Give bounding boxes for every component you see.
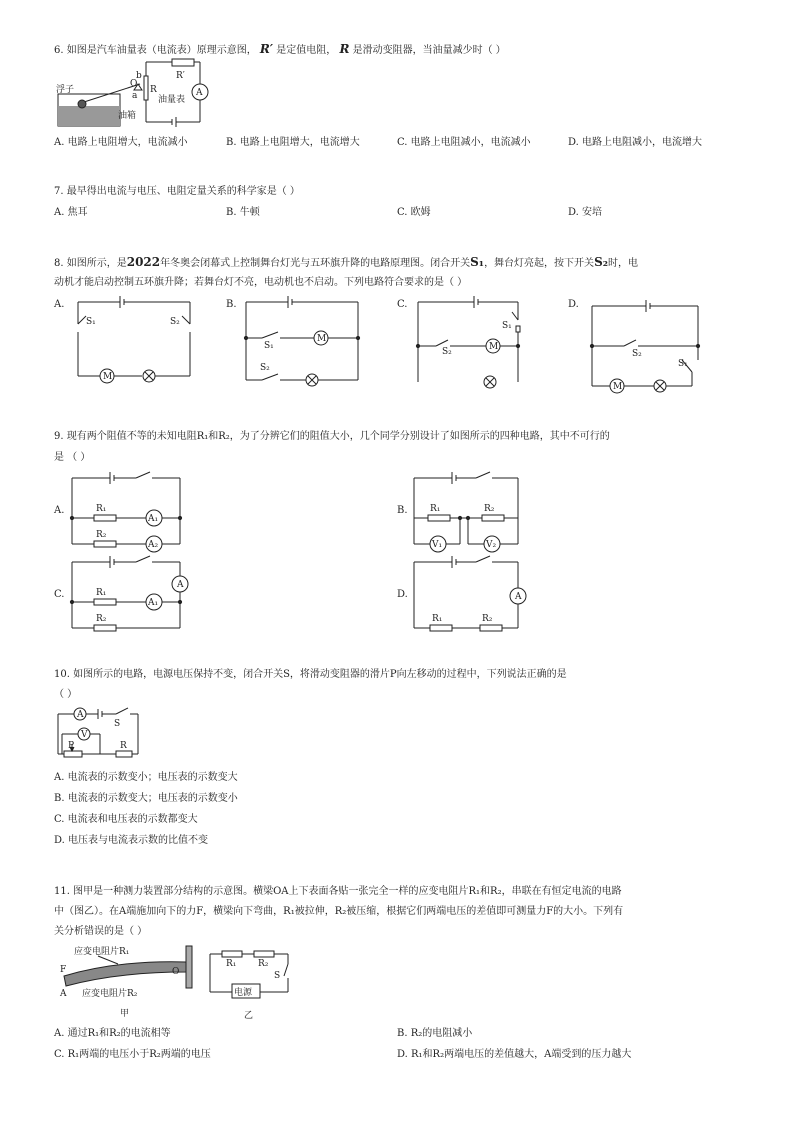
q9-circuit-b [412, 470, 522, 556]
q8-label-d: D. [568, 299, 579, 310]
svg-text:R₁: R₁ [226, 959, 237, 969]
q9-a-r2 [94, 541, 116, 547]
svg-text:R₁: R₁ [432, 614, 443, 624]
q10-option-d: D. 电压表与电流表示数的比值不变 [54, 835, 209, 846]
q9-a-r1 [94, 515, 116, 521]
q8-circuit-d [588, 294, 708, 394]
q6-stem [54, 43, 506, 57]
q11-stem-line1: 11. 图甲是一种测力装置部分结构的示意图。横梁OA上下表面各贴一张完全一样的应变电阻片R₁和R₂，串联在有恒定电流的电路 [54, 886, 622, 897]
svg-text:电源: 电源 [234, 988, 253, 998]
q6-figure [54, 58, 224, 130]
q10-circuit [56, 706, 148, 762]
q11-yi-r1 [222, 951, 242, 957]
svg-text:S₂: S₂ [632, 349, 642, 359]
q11-yi-label: 乙 [244, 1011, 254, 1021]
q8-c-switch-s1 [512, 312, 518, 320]
q8-year: 2022 [126, 255, 161, 269]
q11-stem-line2: 中（图乙）。在A端施加向下的力F，横梁向下弯曲，R₁被拉伸，R₂被压缩，根据它们两端电压的差值即可测量力F的大小。下列有 [54, 906, 624, 917]
svg-text:R₂: R₂ [96, 530, 107, 540]
q6-fig-ammeter-label: A [196, 88, 203, 98]
q8-c-switch-s2 [436, 340, 448, 346]
q9-c-r1 [94, 599, 116, 605]
q10-option-c: C. 电流表和电压表的示数都变大 [54, 814, 198, 825]
q9-b-switch [476, 472, 490, 478]
q8-circuit-c [414, 294, 534, 389]
q11-jia-wall [186, 946, 192, 988]
q11-figure-jia [58, 942, 198, 1018]
svg-text:R₁: R₁ [96, 504, 107, 514]
svg-text:M: M [613, 382, 623, 392]
q8-label-b: B. [226, 299, 237, 310]
svg-text:S₂: S₂ [260, 363, 270, 373]
q6-fig-o: O [130, 79, 138, 89]
q11-jia-beam [64, 962, 186, 986]
q6-fig-r: R [150, 85, 157, 95]
svg-text:A₂: A₂ [148, 540, 159, 550]
q9-d-r1 [430, 625, 452, 631]
q6-rprime: R′ [259, 42, 274, 56]
svg-text:S: S [274, 971, 281, 981]
q6-fig-rprime [172, 59, 194, 66]
q8-b-switch-s2 [262, 374, 278, 380]
q8-stem-part: 时，电 [607, 258, 638, 269]
q6-stem-part: 6. 如图是汽车油量表（电流表）原理示意图， [54, 45, 257, 56]
q9-c-r2 [94, 625, 116, 631]
q9-stem-line1: 9. 现有两个阻值不等的未知电阻R₁和R₂，为了分辨它们的阻值大小，几个同学分别设计了如图所示的四种电路，其中不可行的 [54, 431, 610, 442]
q11-jia-r1-label: 应变电阻片R₁ [74, 947, 130, 957]
svg-text:V₁: V₁ [432, 540, 443, 550]
q6-option-b: B. 电路上电阻增大，电流增大 [226, 137, 360, 148]
q8-stem-part: 年冬奥会闭幕式上控制舞台灯光与五环旗升降的电路原理图。闭合开关 [160, 258, 471, 269]
q6-option-d: D. 电路上电阻减小，电流增大 [568, 137, 703, 148]
q10-resistor [116, 751, 132, 757]
q9-d-switch [476, 556, 490, 562]
q7-option-c: C. 欧姆 [397, 207, 431, 218]
svg-text:R₁: R₁ [430, 504, 441, 514]
svg-text:S₁: S₁ [502, 321, 512, 331]
svg-text:V₂: V₂ [486, 540, 497, 550]
q6-option-c: C. 电路上电阻减小，电流减小 [397, 137, 531, 148]
q9-label-a: A. [54, 505, 65, 516]
q7-stem: 7. 最早得出电流与电压、电阻定量关系的科学家是（ ） [54, 186, 300, 197]
q8-b-switch-s1 [262, 332, 278, 338]
q6-option-a: A. 电路上电阻增大，电流减小 [54, 137, 188, 148]
q9-b-r1 [428, 515, 450, 521]
q9-d-r2 [480, 625, 502, 631]
q11-jia-f: F [60, 965, 67, 975]
svg-text:M: M [103, 372, 113, 382]
q6-fig-rp-label: R′ [176, 71, 185, 81]
q8-label-c: C. [397, 299, 408, 310]
q11-jia-o: O [172, 967, 180, 977]
svg-text:M: M [317, 334, 327, 344]
q11-figure-yi [208, 946, 298, 1022]
q6-fig-a: a [132, 91, 138, 101]
q9-label-c: C. [54, 589, 65, 600]
q8-stem-line2: 动机才能启动控制五环旗升降；若舞台灯不亮，电动机也不启动。下列电路符合要求的是（ ） [54, 277, 468, 288]
svg-text:A: A [177, 580, 184, 590]
q11-jia-label: 甲 [120, 1009, 130, 1019]
q10-option-a: A. 电流表的示数变小；电压表的示数变大 [54, 772, 238, 783]
q11-option-c: C. R₁两端的电压小于R₂两端的电压 [54, 1049, 211, 1060]
svg-text:R₁: R₁ [96, 588, 107, 598]
q11-yi-switch [284, 964, 288, 976]
q9-circuit-d [412, 554, 536, 634]
q6-fig-b: b [136, 71, 142, 81]
q9-label-d: D. [397, 589, 408, 600]
q6-fig-meter-label: 油量表 [158, 95, 186, 105]
svg-text:A₁: A₁ [148, 514, 159, 524]
q6-r: R [339, 42, 350, 56]
svg-text:M: M [489, 342, 499, 352]
q7-option-b: B. 牛顿 [226, 207, 260, 218]
q11-option-b: B. R₂的电阻减小 [397, 1028, 473, 1039]
svg-text:S₁: S₁ [678, 359, 688, 369]
q9-label-b: B. [397, 505, 408, 516]
q10-stem-line1: 10. 如图所示的电路，电源电压保持不变，闭合开关S，将滑动变阻器的滑片P向左移动的过程中，下列说法正确的是 [54, 669, 567, 680]
q7-option-d: D. 安培 [568, 207, 603, 218]
q6-fig-float-label: 浮子 [56, 85, 75, 95]
q9-circuit-c [70, 554, 194, 634]
q9-a-switch [136, 472, 150, 478]
svg-text:V: V [81, 730, 88, 740]
svg-text:R₂: R₂ [96, 614, 107, 624]
q8-circuit-b [244, 294, 364, 384]
svg-text:R₂: R₂ [484, 504, 495, 514]
q8-s2: S₂ [594, 255, 608, 269]
svg-text:A: A [77, 710, 84, 720]
q8-circuit-a [74, 294, 194, 384]
q6-fig-tank-label: 油箱 [118, 111, 137, 121]
q8-a-switch-s1 [78, 316, 86, 324]
svg-text:A₁: A₁ [148, 598, 159, 608]
q8-s1: S₁ [470, 255, 485, 269]
svg-text:P: P [68, 741, 75, 751]
svg-text:S₂: S₂ [170, 317, 180, 327]
q10-rheostat [64, 751, 82, 757]
svg-text:R₂: R₂ [482, 614, 493, 624]
q6-stem-part: 是滑动变阻器，当油量减少时（ ） [352, 45, 506, 56]
q6-stem-part: 是定值电阻， [276, 45, 337, 56]
q10-stem-line2: （ ） [54, 689, 78, 700]
q11-yi-r2 [254, 951, 274, 957]
q9-circuit-a [70, 470, 190, 550]
q6-fig-rheostat [144, 76, 148, 100]
q7-option-a: A. 焦耳 [54, 207, 88, 218]
q11-stem-line3: 关分析错误的是（ ） [54, 926, 148, 937]
q9-c-switch [136, 556, 150, 562]
q8-stem-part: 8. 如图所示，是 [54, 258, 127, 269]
q11-option-d: D. R₁和R₂两端电压的差值越大，A端受到的压力越大 [397, 1049, 632, 1060]
q10-switch [116, 708, 128, 714]
q11-jia-r2-label: 应变电阻片R₂ [82, 989, 138, 999]
q6-fig-oil [58, 106, 120, 126]
q6-fig-float [78, 100, 86, 108]
svg-text:A: A [515, 592, 522, 602]
q8-stem-part: ，舞台灯亮起，按下开关 [484, 258, 595, 269]
q8-d-switch-s2 [624, 340, 636, 346]
svg-text:S₁: S₁ [86, 317, 96, 327]
svg-text:R: R [120, 741, 127, 751]
q10-option-b: B. 电流表的示数变大；电压表的示数变小 [54, 793, 238, 804]
svg-text:S₂: S₂ [442, 347, 452, 357]
q9-stem-line2: 是 （ ） [54, 452, 91, 463]
q8-stem-line1 [54, 256, 638, 270]
q8-a-switch-s2 [182, 316, 190, 324]
q9-b-r2 [482, 515, 504, 521]
svg-text:R₂: R₂ [258, 959, 269, 969]
q11-jia-a: A [60, 989, 67, 999]
svg-text:S₁: S₁ [264, 341, 274, 351]
q11-option-a: A. 通过R₁和R₂的电流相等 [54, 1028, 171, 1039]
q8-label-a: A. [54, 299, 65, 310]
svg-text:S: S [114, 719, 121, 729]
